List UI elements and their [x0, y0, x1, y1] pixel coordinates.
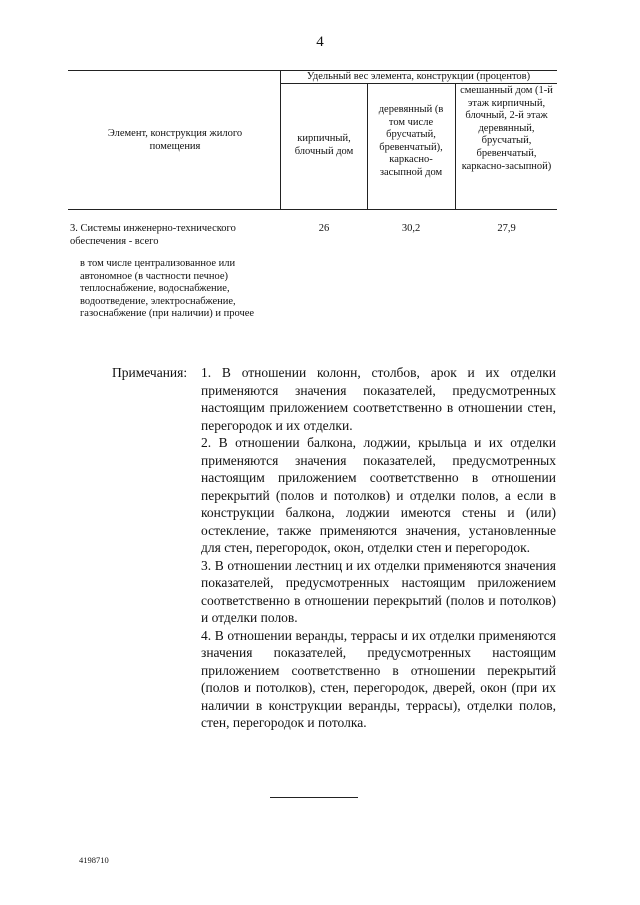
note-item-2: 2. В отношении балкона, лоджии, крыльца и их отделки применяются значения показателей, предусмотренных настоящим приложением соответственно в отношении перекрытий (полов и потолков) и отделки полов, а если в конструкции балкона, лоджии имеются стены и (или) остекление, также применяются значения, установленные для стен, перегородок, окон, отделки стен и перегородок.: [201, 435, 556, 555]
note-item-4: 4. В отношении веранды, террасы и их отделки применяются значения показателей, предусмотренных настоящим приложением соответственно в отношении перекрытий (полов и потолков), стен, перегородок, дверей, окон (при их наличии в конструкции веранды, террасы), отделки полов, стен, перегородок и потолка.: [201, 627, 556, 730]
table-col-brick: кирпичный, блочный дом: [294, 133, 354, 157]
table-row-wood-value: 30,2: [401, 223, 421, 234]
table-col-wood: деревянный (в том числе брусчатый, бревенчатый), каркасно-засыпной дом: [378, 104, 444, 178]
table-divider-wood: [455, 83, 456, 209]
note-item-1: 1. В отношении колонн, столбов, арок и их отделки применяются значения показателей, предусмотренных настоящим приложением соответственно в отношении стен, перегородок и их отделки.: [201, 365, 556, 433]
table-row-mixed-value: 27,9: [497, 223, 516, 234]
note-item-3: 3. В отношении лестниц и их отделки применяются значения показателей, предусмотренных настоящим приложением соответственно в отношении перекрытий (полов и потолков) и отделки полов.: [201, 557, 556, 625]
table-row-brick-value: 26: [318, 223, 330, 234]
table-row-subitem: в том числе централизованное или автономное (в частности печное) теплоснабжение, водоснабжение, водоотведение, электроснабжение, газоснабжение (при наличии) и прочее: [80, 258, 255, 320]
table-header-top: Удельный вес элемента, конструкции (процентов): [306, 71, 531, 82]
table-header-bottom-rule: [68, 209, 557, 210]
table-col-mixed: смешанный дом (1-й этаж кирпичный, блочный, 2-й этаж деревянный, брусчатый, бревенчатый, каркасно-засыпной): [460, 85, 553, 172]
table-divider-element: [280, 70, 281, 209]
notes-list: [201, 364, 556, 732]
end-separator-line: [270, 797, 358, 798]
table-divider-brick: [367, 83, 368, 209]
notes-label: Примечания:: [112, 365, 188, 380]
table-col-element: Элемент, конструкция жилого помещения: [107, 128, 243, 152]
document-id: 4198710: [79, 855, 109, 865]
table-row-name: 3. Системы инженерно-технического обеспечения - всего: [70, 223, 236, 247]
page-number: 4: [316, 34, 324, 50]
